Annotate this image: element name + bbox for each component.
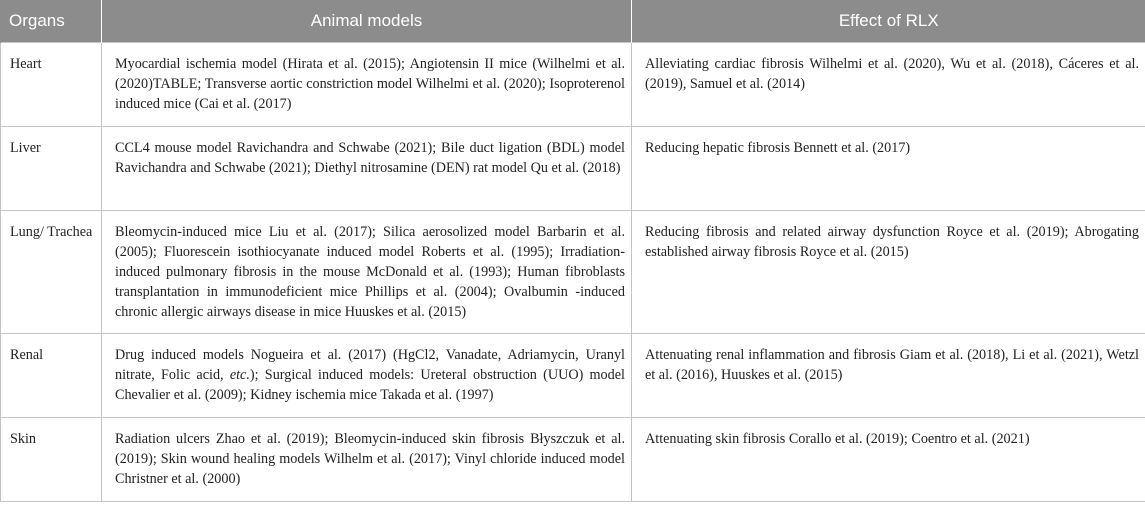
organ-cell: [1, 43, 102, 127]
table-row: [1, 127, 1145, 211]
table-row: [1, 418, 1145, 502]
organ-cell: [1, 334, 102, 418]
table-row: [1, 43, 1145, 127]
animal-models-text-part: ); Surgical induced models: Ureteral obstruction (UUO) model Chevalier et al. (2009); Kidney ischemia mice Takada et al. (1997): [115, 367, 625, 403]
effect-text: Attenuating renal inflammation and fibrosis Giam et al. (2018), Li et al. (2021), Wetzl et al. (2016), Huuskes et al. (2015): [645, 347, 1139, 383]
organ-text: Liver: [10, 140, 41, 156]
effect-cell: [632, 43, 1145, 127]
etc-italic-text: etc.: [229, 367, 250, 383]
effect-text: Reducing fibrosis and related airway dysfunction Royce et al. (2019); Abrogating established airway fibrosis Royce et al. (2015): [645, 224, 1139, 260]
animal-models-text: CCL4 mouse model Ravichandra and Schwabe (2021); Bile duct ligation (BDL) model Ravichandra and Schwabe (2021); Diethyl nitrosamine (DEN) rat model Qu et al. (2018): [115, 140, 625, 176]
effect-cell: [632, 211, 1145, 334]
animal-models-cell: [102, 127, 632, 211]
organ-cell: [1, 127, 102, 211]
organ-cell: [1, 211, 102, 334]
animal-models-text: Bleomycin-induced mice Liu et al. (2017); Silica aerosolized model Barbarin et al. (2005); Fluorescein isothiocyanate induced model Roberts et al. (1995); Irradiation-induced pulmonary fibrosis in the mouse McDonald et al. (1993); Human fibroblasts transplantation in immunodeficient mice Phillips et al. (2004); Ovalbumin -induced chronic allergic airways disease in mice Huuskes et al. (2015): [115, 224, 625, 320]
organ-text: Lung/ Trachea: [10, 224, 93, 240]
organ-text: Skin: [10, 431, 37, 447]
effect-text: Reducing hepatic fibrosis Bennett et al. (2017): [645, 140, 911, 156]
header-effect-of-rlx: Effect of RLX: [632, 0, 1145, 43]
header-animal-models: Animal models: [102, 0, 632, 43]
table-row: [1, 211, 1145, 334]
organ-cell: [1, 418, 102, 502]
effect-cell: [632, 418, 1145, 502]
table-row: [1, 334, 1145, 418]
organ-text: Renal: [10, 347, 44, 363]
animal-models-cell: [102, 211, 632, 334]
animal-models-text-part: Drug induced models Nogueira et al. (2017) (HgCl2, Vanadate, Adriamycin, Uranyl nitrate, Folic acid,: [115, 347, 625, 383]
animal-models-cell: [102, 43, 632, 127]
effect-text: Alleviating cardiac fibrosis Wilhelmi et al. (2020), Wu et al. (2018), Cáceres et al. (2019), Samuel et al. (2014): [645, 56, 1139, 92]
animal-models-text: Myocardial ischemia model (Hirata et al. (2015); Angiotensin II mice (Wilhelmi et al. (2020)TABLE; Transverse aortic constriction model Wilhelmi et al. (2020); Isoproterenol induced mice (Cai et al. (2017): [115, 56, 625, 112]
effect-cell: [632, 334, 1145, 418]
organ-text: Heart: [10, 56, 42, 72]
animal-models-cell: [102, 418, 632, 502]
header-row: [1, 0, 1145, 43]
effect-text: Attenuating skin fibrosis Corallo et al. (2019); Coentro et al. (2021): [645, 431, 1030, 447]
animal-models-text: Radiation ulcers Zhao et al. (2019); Bleomycin-induced skin fibrosis Błyszczuk et al. (2019); Skin wound healing models Wilhelm et al. (2017); Vinyl chloride induced model Christner et al. (2000): [115, 431, 625, 487]
animal-models-text: [115, 345, 625, 405]
header-organs: Organs: [1, 0, 102, 43]
effect-cell: [632, 127, 1145, 211]
animal-models-cell: [102, 334, 632, 418]
